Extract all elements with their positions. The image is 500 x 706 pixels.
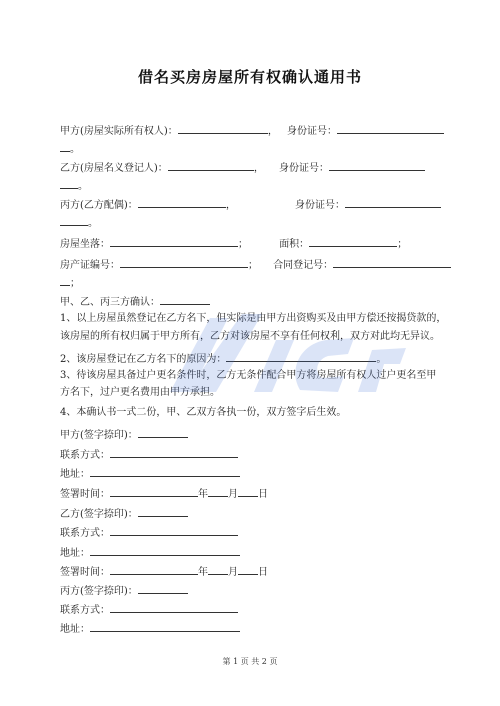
sign-b-blank[interactable]: [138, 505, 188, 517]
page-title: 借名买房房屋所有权确认通用书: [137, 68, 362, 86]
party-a-label: 甲方(房屋实际所有权人)：: [60, 126, 178, 137]
date-a-month-blank[interactable]: [208, 485, 228, 497]
date-b-line: [60, 563, 268, 580]
party-a-end: 。: [70, 144, 80, 155]
date-b-day: 日: [258, 567, 268, 578]
sign-a-label: 甲方(签字捺印)：: [60, 430, 138, 441]
confirm-label: 甲、乙、丙三方确认：: [60, 297, 160, 308]
party-c-end: 。: [88, 218, 98, 229]
house-area-label: 面积：: [279, 239, 310, 250]
sign-c-blank[interactable]: [138, 582, 188, 594]
address-b-label: 地址：: [60, 548, 90, 559]
party-a-line: 甲方(房屋实际所有权人)： ， 身份证号：: [60, 122, 444, 139]
confirm-line: [60, 293, 210, 310]
sign-a-blank[interactable]: [138, 426, 188, 438]
contact-c-line: [60, 601, 238, 618]
date-b-label: 签署时间：: [60, 567, 110, 578]
date-a-year: 年: [198, 489, 208, 500]
cert-end: ；: [70, 278, 80, 289]
party-a-name-blank[interactable]: [178, 122, 268, 134]
page-footer: 第 1 页 共 2 页: [222, 657, 278, 666]
address-c-line: [60, 620, 240, 637]
party-b-id-blank-cont[interactable]: [60, 177, 78, 189]
clause-4-line: 4、本确认书一式二份，甲、乙双方各执一份，双方签字后生效。: [60, 407, 347, 418]
date-b-year: 年: [198, 567, 208, 578]
house-location-blank[interactable]: [110, 235, 238, 247]
party-b-line: [60, 159, 425, 176]
clause-2-line: [60, 350, 386, 367]
confirm-blank[interactable]: [160, 293, 210, 305]
date-b-year-blank[interactable]: [110, 563, 198, 575]
cert-label: 房产证编号：: [60, 260, 120, 271]
party-b-name-blank[interactable]: [168, 159, 254, 171]
party-c-name-blank[interactable]: [138, 196, 226, 208]
party-b-comma: ，: [253, 163, 264, 174]
party-c-line-2: [60, 214, 98, 231]
contact-c-label: 联系方式：: [60, 605, 110, 616]
party-c-id-blank[interactable]: [345, 196, 441, 208]
sign-b-line: [60, 505, 188, 522]
clause-3-line-a: 3、待该房屋具备过户更名条件时，乙方无条件配合甲方将房屋所有权人过户更名至甲: [60, 370, 437, 381]
party-b-label: 乙方(房屋名义登记人)：: [60, 163, 168, 174]
party-b-end: 。: [78, 181, 88, 192]
contact-a-line: [60, 446, 238, 463]
clause-2-end: 。: [376, 354, 387, 365]
contact-b-blank[interactable]: [110, 524, 238, 536]
party-b-id-blank[interactable]: [329, 159, 425, 171]
date-a-year-blank[interactable]: [110, 485, 198, 497]
contract-number-blank-cont[interactable]: [60, 274, 70, 286]
house-area-blank[interactable]: [309, 235, 397, 247]
clause-2-text: 2、该房屋登记在乙方名下的原因为：: [60, 354, 227, 365]
address-a-label: 地址：: [60, 469, 90, 480]
date-a-label: 签署时间：: [60, 489, 110, 500]
address-a-line: [60, 465, 240, 482]
cert-number-blank[interactable]: [120, 256, 248, 268]
date-b-month: 月: [228, 567, 238, 578]
sign-c-label: 丙方(签字捺印)：: [60, 586, 138, 597]
date-a-day-blank[interactable]: [238, 485, 258, 497]
sign-a-line: [60, 426, 188, 443]
party-b-id-label: 身份证号：: [279, 163, 329, 174]
party-c-comma: ，: [225, 200, 236, 211]
contact-b-line: [60, 524, 238, 541]
party-c-line: [60, 196, 441, 213]
cert-line: [60, 256, 451, 273]
contact-a-blank[interactable]: [110, 446, 238, 458]
party-c-label: 丙方(乙方配偶)：: [60, 200, 138, 211]
party-c-id-blank-cont[interactable]: [60, 214, 88, 226]
clause-2-blank[interactable]: [226, 350, 376, 362]
address-c-label: 地址：: [60, 624, 90, 635]
date-a-month: 月: [228, 489, 238, 500]
party-a-id-label: 身份证号：: [287, 126, 337, 137]
contract-number-blank[interactable]: [333, 256, 451, 268]
date-a-day: 日: [258, 489, 268, 500]
address-b-blank[interactable]: [90, 544, 240, 556]
house-semi: ；: [238, 239, 248, 250]
contact-c-blank[interactable]: [110, 601, 238, 613]
party-c-id-label: 身份证号：: [295, 200, 345, 211]
clause-3-line-b: 方名下，过户更名费用由甲方承担。: [60, 387, 220, 398]
cert-line-2: [60, 274, 80, 291]
address-a-blank[interactable]: [90, 465, 240, 477]
sign-b-label: 乙方(签字捺印)：: [60, 509, 138, 520]
party-a-id-blank[interactable]: [337, 122, 444, 134]
house-area-semi: ；: [397, 239, 408, 250]
party-a-line-2: [60, 140, 80, 157]
party-b-line-2: [60, 177, 88, 194]
date-b-month-blank[interactable]: [208, 563, 228, 575]
date-b-day-blank[interactable]: [238, 563, 258, 575]
contract-label: 合同登记号：: [273, 260, 334, 271]
contact-a-label: 联系方式：: [60, 450, 110, 461]
contact-b-label: 联系方式：: [60, 528, 110, 539]
party-a-id-blank-cont[interactable]: [60, 140, 70, 152]
address-c-blank[interactable]: [90, 620, 240, 632]
house-location-label: 房屋坐落：: [60, 239, 110, 250]
date-a-line: [60, 485, 268, 502]
clause-1-line-a: 1、以上房屋虽然登记在乙方名下，但实际是由甲方出资购买及由甲方偿还按揭贷款的，: [60, 313, 447, 324]
cert-semi: ；: [248, 260, 258, 271]
house-line: [60, 235, 407, 252]
clause-1-line-b: 该房屋的所有权归属于甲方所有，乙方对该房屋不享有任何权利，双方对此均无异议。: [60, 331, 440, 342]
address-b-line: [60, 544, 240, 561]
sign-c-line: [60, 582, 188, 599]
